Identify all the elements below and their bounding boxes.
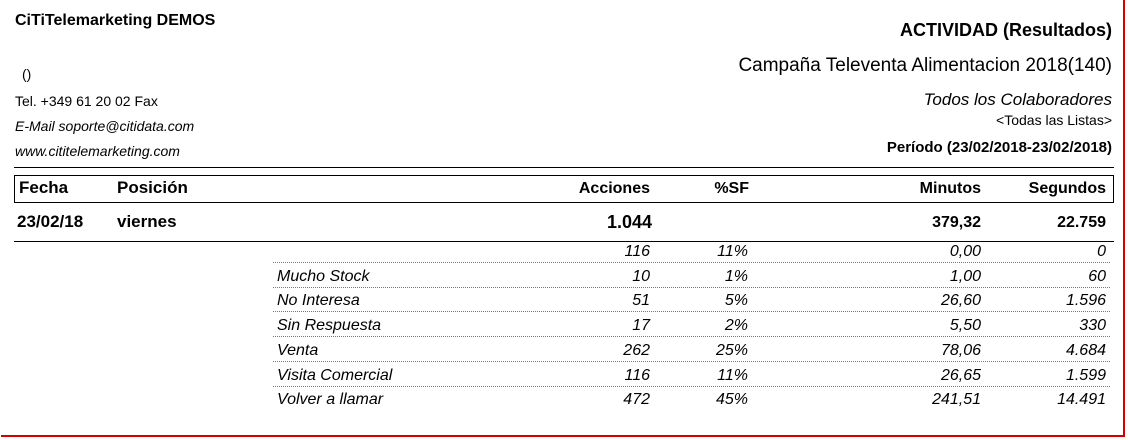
- summary-minutos: 379,32: [932, 214, 981, 231]
- table-row: [0, 266, 1128, 288]
- col-header-posicion: Posición: [117, 178, 188, 197]
- row-minutos: 26,65: [940, 366, 981, 384]
- row-minutos: 78,06: [940, 341, 981, 359]
- report-title: ACTIVIDAD (Resultados): [899, 20, 1112, 40]
- row-sf: 11%: [717, 243, 748, 260]
- row-minutos: 0,00: [949, 243, 981, 260]
- row-label: Venta: [277, 341, 319, 359]
- col-header-segundos: Segundos: [1028, 180, 1106, 197]
- company-email: E-Mail soporte@citidata.com: [15, 118, 195, 134]
- company-address: (): [22, 66, 32, 82]
- row-acciones: 472: [623, 391, 650, 409]
- row-divider: [273, 311, 1110, 312]
- table-row: [0, 340, 1128, 362]
- row-sf: 11%: [717, 366, 748, 384]
- row-segundos: 1.599: [1065, 366, 1106, 384]
- row-sf: 5%: [724, 292, 748, 310]
- row-acciones: 51: [632, 292, 650, 310]
- row-segundos: 330: [1079, 317, 1106, 335]
- row-acciones: 116: [624, 366, 650, 384]
- col-header-minutos: Minutos: [919, 180, 981, 197]
- row-label: No Interesa: [277, 292, 360, 310]
- row-divider: [273, 262, 1110, 263]
- row-divider: [273, 287, 1110, 288]
- company-website: www.cititelemarketing.com: [15, 143, 180, 159]
- table-row: [0, 290, 1128, 312]
- row-label: Sin Respuesta: [277, 317, 382, 335]
- collaborators-filter: Todos los Colaboradores: [923, 90, 1112, 109]
- col-header-acciones: Acciones: [578, 180, 650, 197]
- row-divider: [273, 386, 1110, 387]
- summary-segundos: 22.759: [1057, 214, 1106, 231]
- table-row: [0, 389, 1128, 411]
- col-header-fecha: Fecha: [19, 178, 69, 197]
- row-label: Visita Comercial: [277, 366, 393, 384]
- report-period: Período (23/02/2018-23/02/2018): [886, 139, 1112, 156]
- campaign-name: Campaña Televenta Alimentacion 2018(140): [738, 55, 1112, 76]
- summary-weekday: viernes: [117, 212, 177, 231]
- row-segundos: 1.596: [1065, 292, 1106, 310]
- table-row: [0, 365, 1128, 387]
- company-phone: Tel. +349 61 20 02 Fax: [15, 93, 158, 109]
- row-label: Mucho Stock: [277, 267, 370, 285]
- header-divider: [14, 167, 1114, 168]
- summary-date: 23/02/18: [17, 212, 84, 231]
- row-divider: [273, 336, 1110, 337]
- row-segundos: 0: [1097, 243, 1106, 260]
- table-row: [0, 241, 1128, 263]
- row-minutos: 241,51: [932, 391, 981, 409]
- row-sf: 2%: [724, 317, 748, 335]
- row-acciones: 17: [632, 317, 650, 335]
- row-sf: 25%: [715, 341, 748, 359]
- row-segundos: 60: [1088, 267, 1106, 285]
- row-acciones: 10: [632, 267, 650, 285]
- row-minutos: 26,60: [940, 292, 981, 310]
- table-row: [0, 315, 1128, 337]
- row-sf: 1%: [724, 267, 748, 285]
- summary-acciones: 1.044: [606, 212, 652, 232]
- row-sf: 45%: [715, 391, 748, 409]
- company-name: CiTiTelemarketing DEMOS: [15, 12, 216, 29]
- col-header-sf: %SF: [714, 180, 749, 197]
- row-minutos: 1,00: [949, 267, 981, 285]
- row-acciones: 262: [623, 341, 650, 359]
- row-label: Volver a llamar: [277, 391, 384, 409]
- row-segundos: 14.491: [1057, 391, 1106, 409]
- row-segundos: 4.684: [1065, 341, 1106, 359]
- row-divider: [273, 361, 1110, 362]
- row-acciones: 116: [624, 243, 650, 260]
- lists-filter: <Todas las Listas>: [996, 112, 1112, 128]
- row-minutos: 5,50: [949, 317, 981, 335]
